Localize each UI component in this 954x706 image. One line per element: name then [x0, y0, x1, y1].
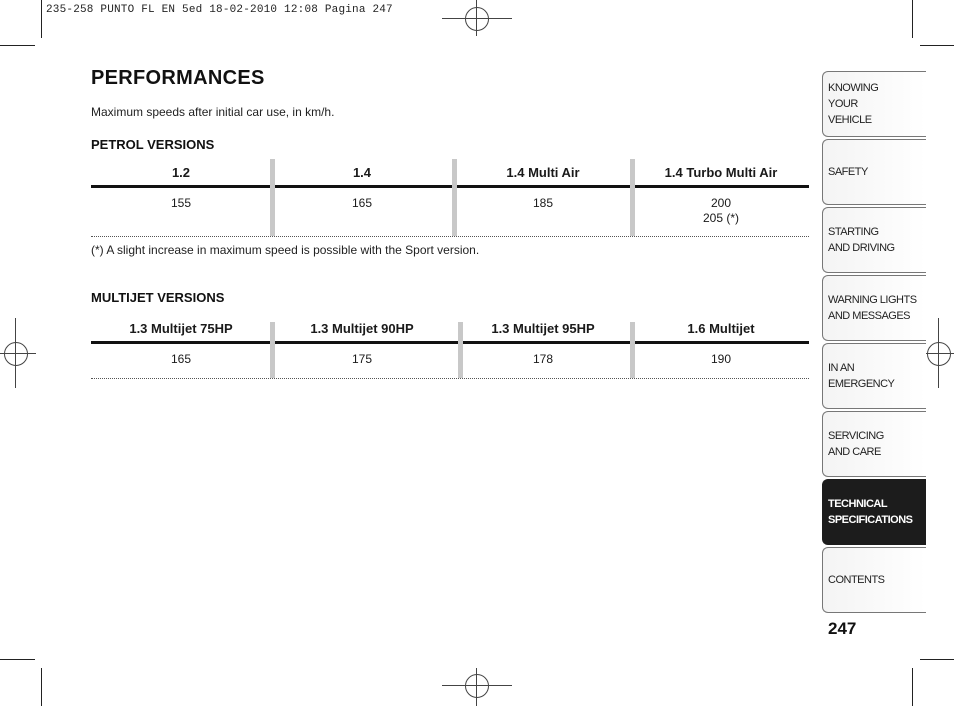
- tab-label: SAFETY: [828, 166, 868, 178]
- multijet-table: [91, 315, 809, 379]
- column-header: 1.2: [171, 164, 191, 180]
- print-header: 235-258 PUNTO FL EN 5ed 18-02-2010 12:08 Pagina 247: [46, 4, 393, 16]
- table-row: [91, 188, 809, 236]
- column-separator: [458, 322, 463, 378]
- tab-label: CONTENTS: [828, 574, 885, 586]
- table-cell: 175: [351, 352, 373, 366]
- tab-technical-specifications[interactable]: [822, 479, 926, 545]
- table-dotted-rule: [91, 236, 809, 237]
- footnote: (*) A slight increase in maximum speed is possible with the Sport version.: [91, 243, 480, 257]
- crop-mark: [41, 0, 42, 38]
- column-header: 1.4 Turbo Multi Air: [664, 164, 778, 180]
- tab-safety[interactable]: [822, 139, 926, 205]
- tab-warning-lights[interactable]: [822, 275, 926, 341]
- registration-mark: [476, 668, 477, 706]
- table-cell: 155: [170, 196, 192, 210]
- table-cell: 165: [351, 196, 373, 210]
- column-header: 1.6 Multijet: [687, 320, 755, 336]
- column-separator: [630, 322, 635, 378]
- tab-label: WARNING LIGHTS AND MESSAGES: [828, 294, 917, 322]
- column-header: 1.3 Multijet 75HP: [129, 320, 233, 336]
- column-header: 1.4: [352, 164, 372, 180]
- crop-mark: [0, 45, 35, 46]
- column-separator: [270, 322, 275, 378]
- crop-mark: [0, 659, 35, 660]
- petrol-heading: PETROL VERSIONS: [91, 137, 215, 152]
- registration-mark: [938, 318, 939, 388]
- table-header-row: [91, 159, 809, 185]
- registration-mark: [0, 353, 36, 354]
- tab-contents[interactable]: [822, 547, 926, 613]
- page-title: PERFORMANCES: [91, 67, 265, 89]
- table-row: [91, 344, 809, 378]
- registration-mark: [4, 342, 28, 366]
- tab-servicing-and-care[interactable]: [822, 411, 926, 477]
- table-dotted-rule: [91, 378, 809, 379]
- page-number: 247: [828, 619, 857, 638]
- table-cell: 165: [170, 352, 192, 366]
- tab-label: KNOWING YOUR VEHICLE: [828, 82, 879, 126]
- tab-label: SERVICING AND CARE: [828, 430, 884, 458]
- tab-starting-and-driving[interactable]: [822, 207, 926, 273]
- column-header: 1.3 Multijet 95HP: [491, 320, 595, 336]
- registration-mark: [465, 674, 489, 698]
- crop-mark: [912, 0, 913, 38]
- registration-mark: [465, 7, 489, 31]
- registration-mark: [476, 0, 477, 36]
- table-cell: 190: [710, 352, 732, 366]
- table-cell: 178: [532, 352, 554, 366]
- column-separator: [270, 159, 275, 236]
- multijet-heading: MULTIJET VERSIONS: [91, 290, 225, 305]
- crop-mark: [41, 668, 42, 706]
- column-separator: [630, 159, 635, 236]
- column-header: 1.4 Multi Air: [506, 164, 580, 180]
- registration-mark: [442, 18, 512, 19]
- table-cell: 200 205 (*): [702, 196, 740, 225]
- table-header-row: [91, 315, 809, 341]
- crop-mark: [912, 668, 913, 706]
- crop-mark: [920, 659, 954, 660]
- column-separator: [452, 159, 457, 236]
- tab-label: TECHNICAL SPECIFICATIONS: [828, 498, 913, 526]
- intro-text: Maximum speeds after initial car use, in km/h.: [91, 105, 335, 119]
- crop-mark: [920, 45, 954, 46]
- table-cell: 185: [532, 196, 554, 210]
- registration-mark: [442, 685, 512, 686]
- tab-label: STARTING AND DRIVING: [828, 226, 895, 254]
- tab-label: IN AN EMERGENCY: [828, 362, 895, 390]
- petrol-table: [91, 159, 809, 237]
- registration-mark: [927, 342, 951, 366]
- tab-knowing-your-vehicle[interactable]: [822, 71, 926, 137]
- registration-mark: [15, 318, 16, 388]
- column-header: 1.3 Multijet 90HP: [310, 320, 414, 336]
- tab-in-an-emergency[interactable]: [822, 343, 926, 409]
